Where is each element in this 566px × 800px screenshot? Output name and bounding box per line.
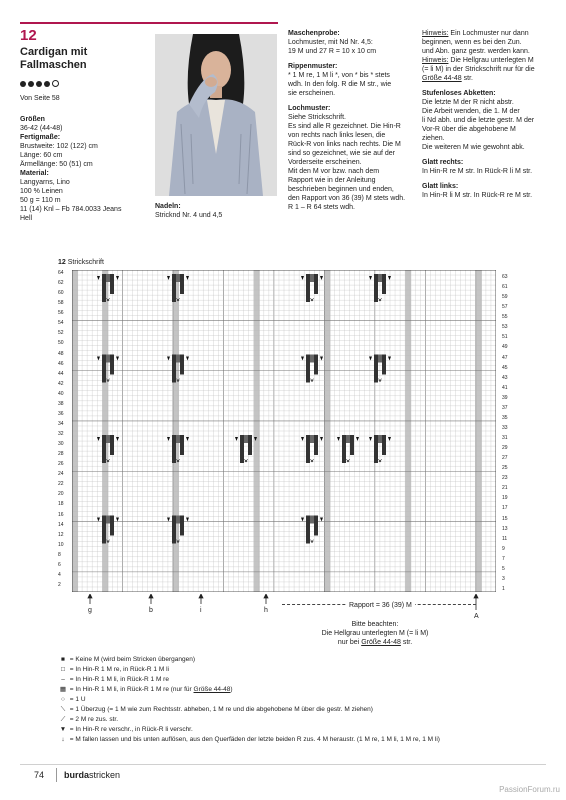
- row-label-left: 52: [58, 330, 64, 337]
- row-label-right: 63: [502, 274, 508, 281]
- bindoff-line: Die letzte M der R nicht abstr.: [422, 99, 514, 106]
- motif-bar: [310, 516, 314, 524]
- motif-triangle: [388, 437, 391, 441]
- continued-from: Von Seite 58: [20, 95, 60, 102]
- motif-triangle: [186, 437, 189, 441]
- motif-bar: [102, 516, 106, 544]
- row-label-left: 38: [58, 400, 64, 407]
- row-label-right: 33: [502, 424, 508, 431]
- legend-row: [58, 656, 195, 664]
- motif-triangle: [388, 357, 391, 361]
- legend-text: = M fallen lassen und bis unten auflösen, aus den Querfäden der letzte beiden R zus. 4 M heraustr. (1 M re, 1 M li, 1 M re, 1 M li): [68, 736, 440, 743]
- row-label-left: 32: [58, 431, 64, 437]
- motif-triangle: [167, 357, 170, 361]
- row-label-right: 1: [502, 585, 505, 592]
- row-label-right: 17: [502, 505, 508, 512]
- marker-i: i: [200, 607, 202, 614]
- row-label-right: 15: [502, 515, 508, 522]
- chart-markers: [72, 594, 496, 618]
- row-label-left: 56: [58, 310, 64, 317]
- note-1-cont: und Abn. ganz gestr. werden kann.: [422, 48, 530, 55]
- pattern-number: 12: [20, 27, 37, 44]
- material-line: 11 (14) Knl – Fb 784.0033 Jeans: [20, 206, 122, 213]
- motif-bar: [106, 355, 110, 363]
- bindoff-heading: Stufenloses Abketten:: [422, 90, 496, 97]
- material-line: Langyarns, Lino: [20, 179, 70, 186]
- row-label-right: 25: [502, 465, 508, 472]
- motif-bar: [310, 274, 314, 282]
- row-label-right: 59: [502, 294, 508, 301]
- motif-triangle: [320, 437, 323, 441]
- motif-bar: [378, 435, 382, 443]
- legend-row: [58, 736, 440, 744]
- legend-row: [58, 706, 373, 714]
- title-line-2: Fallmaschen: [20, 59, 87, 71]
- header-rule: [20, 22, 278, 24]
- motif-triangle: [356, 437, 359, 441]
- motif-bar: [102, 355, 106, 383]
- legend-text: ): [230, 686, 233, 693]
- page-number: 74: [34, 770, 45, 780]
- motif-bar: [176, 516, 180, 524]
- motif-bar: [106, 435, 110, 443]
- lace-line: R 1 – R 64 stets wdh.: [288, 204, 355, 211]
- motif-triangle: [388, 276, 391, 280]
- motif-bar: [306, 274, 310, 302]
- row-label-right: 35: [502, 414, 508, 421]
- motif-triangle: [97, 276, 100, 280]
- note-2-cont: Größe 44-48 str.: [422, 75, 473, 82]
- row-labels-left: [58, 270, 72, 592]
- motif-bar: [306, 355, 310, 383]
- legend-symbol: ■: [61, 656, 65, 663]
- motif-bar: [310, 355, 314, 363]
- legend-symbol: ↓: [61, 736, 65, 743]
- motif-triangle: [167, 518, 170, 522]
- brand-logo: burdastricken: [64, 770, 121, 780]
- chart-note-line: Die Hellgrau unterlegten M (= li M): [321, 630, 429, 637]
- legend-row: [58, 696, 86, 704]
- motif-bar: [180, 355, 184, 375]
- motif-bar: [106, 274, 110, 282]
- motif-bar: [374, 435, 378, 463]
- motif-triangle: [186, 276, 189, 280]
- row-label-left: 12: [58, 531, 64, 538]
- footer-divider: [56, 768, 57, 782]
- motif-triangle: [320, 276, 323, 280]
- motif-bar: [314, 435, 318, 455]
- sizes-value: 36-42 (44-48): [20, 125, 63, 132]
- row-label-left: 2: [58, 581, 61, 588]
- needles-value: Stricknd Nr. 4 und 4,5: [155, 212, 223, 219]
- motif-bar: [240, 435, 244, 463]
- motif-bar: [176, 274, 180, 282]
- bindoff-line: ziehen.: [422, 135, 445, 142]
- sizes-heading: Größen: [20, 116, 45, 123]
- motif-bar: [310, 435, 314, 443]
- motif-bar: [374, 355, 378, 383]
- row-label-left: 6: [58, 561, 61, 568]
- row-label-left: 20: [58, 491, 64, 498]
- material-line: Hell: [20, 215, 33, 222]
- row-label-left: 16: [58, 511, 64, 518]
- motif-triangle: [97, 437, 100, 441]
- legend-text: = 1 U: [68, 696, 86, 703]
- difficulty-dot-filled: [20, 81, 26, 87]
- sizes-materials: [20, 115, 150, 223]
- motif-bar: [350, 435, 354, 455]
- motif-bar: [172, 274, 176, 302]
- note-1-cont: beginnen, wenn es bei den Zun.: [422, 39, 522, 46]
- motif-triangle: [301, 437, 304, 441]
- row-label-left: 54: [58, 320, 64, 327]
- motif-triangle: [186, 357, 189, 361]
- note-2-cont: (= li M) in der Strickschrift nur für die: [422, 66, 535, 73]
- legend-size-link: Größe 44-48: [193, 686, 231, 693]
- motif-triangle: [116, 357, 119, 361]
- row-label-right: 13: [502, 525, 508, 532]
- motif-bar: [102, 274, 106, 302]
- lace-line: den Rapport von 36 (39) M stets wdh.: [288, 195, 406, 202]
- model-photo: [155, 34, 277, 196]
- marker-b: b: [149, 607, 153, 614]
- motif-triangle: [369, 276, 372, 280]
- lace-line: sind so gezeichnet, wie sie auf der: [288, 150, 396, 157]
- row-label-right: 47: [502, 354, 508, 361]
- legend-row: [58, 666, 169, 674]
- watermark: PassionForum.ru: [499, 785, 560, 794]
- row-label-right: 51: [502, 334, 508, 341]
- row-label-left: 30: [58, 441, 64, 448]
- row-label-left: 42: [58, 380, 64, 387]
- row-label-left: 62: [58, 280, 64, 287]
- model-illustration: [155, 34, 277, 196]
- row-label-right: 31: [502, 435, 508, 442]
- motif-triangle: [167, 276, 170, 280]
- row-label-right: 43: [502, 374, 508, 381]
- motif-bar: [314, 355, 318, 375]
- row-label-right: 27: [502, 455, 508, 462]
- chart-note: [310, 620, 440, 647]
- material-line: 100 % Leinen: [20, 188, 63, 195]
- row-label-right: 9: [502, 545, 505, 552]
- motif-triangle: [116, 276, 119, 280]
- row-label-left: 50: [58, 340, 64, 347]
- gauge-line: 19 M und 27 R = 10 x 10 cm: [288, 48, 377, 55]
- legend-symbol: ▼: [59, 726, 67, 733]
- motif-bar: [382, 274, 386, 294]
- row-label-right: 41: [502, 384, 508, 391]
- row-label-right: 49: [502, 344, 508, 351]
- motif-bar: [306, 435, 310, 463]
- chart-grid: [72, 270, 496, 592]
- legend-text: = In Hin-R 1 M li, in Rück-R 1 M re (nur für: [68, 686, 194, 693]
- lace-line: Siehe Strickschrift.: [288, 114, 346, 121]
- row-label-left: 64: [58, 270, 64, 276]
- legend-text: = In Hin-R 1 M li, in Rück-R 1 M re: [68, 676, 169, 683]
- measurements-heading: Fertigmaße:: [20, 134, 61, 141]
- knitting-chart: [72, 270, 496, 592]
- sleeve-length: Ärmellänge: 50 (51) cm: [20, 161, 93, 168]
- row-label-left: 34: [58, 420, 64, 427]
- row-label-right: 57: [502, 304, 508, 311]
- legend-symbol: ▦: [59, 686, 67, 693]
- motif-triangle: [116, 437, 119, 441]
- difficulty-rating: [20, 74, 61, 92]
- motif-bar: [172, 355, 176, 383]
- motif-bar: [110, 435, 114, 455]
- motif-triangle: [320, 357, 323, 361]
- motif-triangle: [369, 357, 372, 361]
- motif-bar: [374, 274, 378, 302]
- stockinette-text: In Hin-R re M str. In Rück-R li M str.: [422, 168, 533, 175]
- legend-row: [58, 726, 193, 734]
- needles-block: [155, 202, 222, 220]
- legend-row: [58, 686, 233, 694]
- length: Länge: 60 cm: [20, 152, 63, 159]
- legend-symbol: –: [61, 676, 65, 683]
- lace-line: Rapport wie in der Anleitung: [288, 177, 376, 184]
- motif-bar: [342, 435, 346, 463]
- note-2: Hinweis: Die Hellgrau unterlegten M: [422, 57, 534, 64]
- rib-line: sie erscheinen.: [288, 90, 336, 97]
- bindoff-line: li Nd abh. und die letzte gestr. M der: [422, 117, 535, 124]
- notes-column: [422, 29, 552, 200]
- rib-line: * 1 M re, 1 M li *, von * bis * stets: [288, 72, 390, 79]
- row-label-right: 61: [502, 284, 508, 291]
- motif-triangle: [167, 437, 170, 441]
- lace-line: von rechts nach links lesen, die: [288, 132, 386, 139]
- chart-note-line: Bitte beachten:: [351, 621, 399, 628]
- lace-line: Mit den M vor bzw. nach dem: [288, 168, 380, 175]
- pattern-title: [20, 46, 87, 72]
- row-label-left: 40: [58, 390, 64, 397]
- motif-bar: [172, 516, 176, 544]
- footer-rule: [20, 764, 546, 765]
- motif-triangle: [369, 437, 372, 441]
- row-label-right: 21: [502, 485, 508, 492]
- legend-text: = Keine M (wird beim Stricken übergangen): [68, 656, 195, 663]
- lace-line: Rück-R von links nach rechts. Die M: [288, 141, 401, 148]
- row-label-left: 26: [58, 461, 64, 468]
- legend-symbol: □: [61, 666, 65, 673]
- row-label-left: 58: [58, 300, 64, 307]
- motif-bar: [180, 274, 184, 294]
- legend-text: = In Hin-R re verschr., in Rück-R li verschr.: [68, 726, 193, 733]
- legend-symbol: ⟋: [60, 716, 66, 723]
- row-label-left: 10: [58, 541, 64, 548]
- difficulty-dot-filled: [36, 81, 42, 87]
- legend-symbol: ⟍: [60, 706, 66, 713]
- rib-heading: Rippenmuster:: [288, 63, 338, 70]
- motif-bar: [180, 435, 184, 455]
- motif-triangle: [116, 518, 119, 522]
- bust-width: Brustweite: 102 (122) cm: [20, 143, 98, 150]
- row-label-left: 44: [58, 370, 64, 377]
- row-label-right: 55: [502, 314, 508, 321]
- material-heading: Material:: [20, 170, 49, 177]
- motif-bar: [314, 274, 318, 294]
- chart-note-line: nur bei Größe 44-48 str.: [337, 639, 413, 646]
- row-label-left: 18: [58, 501, 64, 508]
- instructions-column: [288, 29, 416, 212]
- marker-g: g: [88, 607, 92, 614]
- motif-bar: [378, 274, 382, 282]
- motif-triangle: [301, 276, 304, 280]
- stockinette-heading: Glatt rechts:: [422, 159, 464, 166]
- legend-symbol: ○: [61, 696, 65, 703]
- motif-bar: [306, 516, 310, 544]
- motif-bar: [176, 435, 180, 443]
- motif-bar: [382, 355, 386, 375]
- motif-triangle: [301, 357, 304, 361]
- material-line: 50 g = 110 m: [20, 197, 61, 204]
- row-label-right: 23: [502, 475, 508, 482]
- legend-row: [58, 716, 118, 724]
- motif-bar: [106, 516, 110, 524]
- legend-text: = In Hin-R 1 M re, in Rück-R 1 M li: [68, 666, 169, 673]
- legend-row: [58, 676, 169, 684]
- row-label-right: 7: [502, 555, 505, 562]
- legend-text: = 2 M re zus. str.: [68, 716, 119, 723]
- motif-triangle: [235, 437, 238, 441]
- note-1: Hinweis: Ein Lochmuster nur dann: [422, 30, 529, 37]
- row-label-left: 24: [58, 471, 64, 478]
- gauge-line: Lochmuster, mit Nd Nr. 4,5:: [288, 39, 373, 46]
- motif-bar: [248, 435, 252, 455]
- reverse-stockinette-text: In Hin-R li M str. In Rück-R re M str.: [422, 192, 533, 199]
- row-labels-right: [500, 270, 514, 592]
- motif-triangle: [301, 518, 304, 522]
- row-label-right: 45: [502, 364, 508, 371]
- motif-triangle: [320, 518, 323, 522]
- difficulty-dot-empty: [52, 80, 59, 87]
- chart-caption: 12 Strickschrift: [58, 259, 104, 266]
- motif-bar: [180, 516, 184, 536]
- row-label-left: 8: [58, 551, 61, 558]
- row-label-right: 37: [502, 404, 508, 411]
- row-label-right: 19: [502, 495, 508, 502]
- lace-heading: Lochmuster:: [288, 105, 331, 112]
- marker-A: A: [474, 613, 479, 620]
- gauge-heading: Maschenprobe:: [288, 30, 340, 37]
- row-label-right: 29: [502, 445, 508, 452]
- row-label-right: 39: [502, 394, 508, 401]
- bindoff-line: Die Arbeit wenden, die 1. M der: [422, 108, 520, 115]
- difficulty-dot-filled: [44, 81, 50, 87]
- motif-triangle: [186, 518, 189, 522]
- motif-bar: [110, 274, 114, 294]
- lace-line: beschrieben beginnen und enden,: [288, 186, 394, 193]
- motif-bar: [378, 355, 382, 363]
- lace-line: Es sind alle R gezeichnet. Die Hin-R: [288, 123, 401, 130]
- reverse-stockinette-heading: Glatt links:: [422, 183, 459, 190]
- motif-bar: [110, 516, 114, 536]
- rib-line: wdh. In den folg. R die M str., wie: [288, 81, 392, 88]
- legend-text: = 1 Überzug (= 1 M wie zum Rechtsstr. abheben, 1 M re und die abgehobene M über die gestr. M ziehen): [68, 706, 373, 713]
- bindoff-line: Die weiteren M wie gewohnt abk.: [422, 144, 525, 151]
- motif-bar: [172, 435, 176, 463]
- motif-bar: [176, 355, 180, 363]
- difficulty-dot-filled: [28, 81, 34, 87]
- lace-line: Vorderseite erscheinen.: [288, 159, 362, 166]
- title-line-1: Cardigan mit: [20, 46, 88, 58]
- needles-heading: Nadeln:: [155, 203, 181, 210]
- motif-bar: [346, 435, 350, 443]
- marker-arrows: [72, 594, 496, 618]
- motif-triangle: [97, 518, 100, 522]
- motif-triangle: [97, 357, 100, 361]
- row-label-left: 4: [58, 571, 61, 578]
- row-label-left: 22: [58, 481, 64, 488]
- marker-h: h: [264, 607, 268, 614]
- motif-bar: [102, 435, 106, 463]
- row-label-right: 11: [502, 535, 508, 542]
- motif-bar: [244, 435, 248, 443]
- motif-bar: [382, 435, 386, 455]
- row-label-right: 3: [502, 575, 505, 582]
- row-label-left: 14: [58, 521, 64, 528]
- bindoff-line: Vor-R über die abgehobene M: [422, 126, 516, 133]
- motif-bar: [110, 355, 114, 375]
- rapport-label: Rapport = 36 (39) M: [346, 601, 415, 610]
- row-label-left: 28: [58, 451, 64, 458]
- row-label-left: 48: [58, 350, 64, 357]
- row-label-right: 53: [502, 324, 508, 331]
- row-label-left: 60: [58, 290, 64, 297]
- motif-bar: [314, 516, 318, 536]
- row-label-left: 36: [58, 410, 64, 417]
- row-label-right: 5: [502, 565, 505, 572]
- row-label-left: 46: [58, 360, 64, 367]
